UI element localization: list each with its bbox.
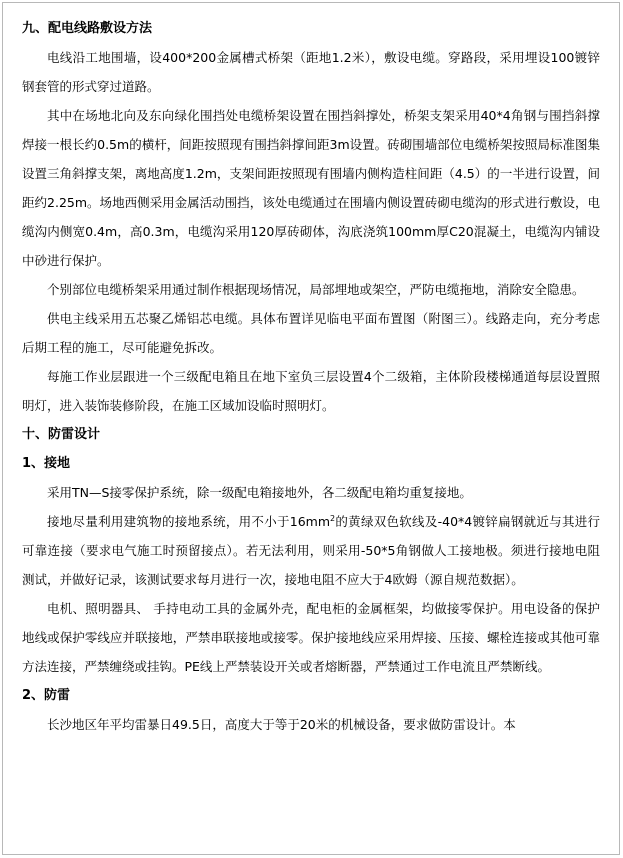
document-body — [22, 14, 600, 739]
grounding-paragraph-2-part-a: 接地尽量利用建筑物的接地系统，用不小于16mm — [47, 514, 331, 529]
grounding-paragraph-2-part-b: 的黄绿双色软线及-40*4镀锌扁钢就近与其进行可靠连接（要求电气施工时预留接点）。若无法利用，则采用-50*5角钢做人工接地极。须进行接地电阻测试，并做好记录，该测试要求每月进行一次，接地电阻不应大于4欧姆（源自规范数据）。 — [22, 514, 601, 587]
section-9-paragraph-3: 个别部位电缆桥架采用通过制作根据现场情况，局部埋地或架空，严防电缆拖地，消除安全隐患。 — [47, 282, 585, 297]
section-9-paragraph-5: 每施工作业层跟进一个三级配电箱且在地下室负三层设置4个二级箱，主体阶段楼梯通道每层设置照明灯，进入装饰装修阶段，在施工区域加设临时照明灯。 — [22, 369, 600, 413]
section-9-paragraph-2: 其中在场地北向及东向绿化围挡处电缆桥架设置在围挡斜撑处，桥架支架采用40*4角钢与围挡斜撑焊接一根长约0.5m的横杆，间距按照现有围挡斜撑间距3m设置。砖砌围墙部位电缆桥架按照局标准图集设置三角斜撑支架，离地高度1.2m，支架间距按照现有围墙内侧构造柱间距（4.5）的一半进行设置，间距约2.25m。场地西侧采用金属活动围挡，该处电缆通过在围墙内侧设置砖砌电缆沟的形式进行敷设，电缆沟内侧宽0.4m，高0.3m，电缆沟采用120厚砖砌体，沟底浇筑100mm厚C20混凝土，电缆沟内铺设中砂进行保护。 — [22, 108, 600, 268]
grounding-paragraph-2 — [22, 507, 600, 594]
grounding-subheading: 1、接地 — [22, 456, 71, 471]
section-9-paragraph-4: 供电主线采用五芯聚乙烯铝芯电缆。具体布置详见临电平面布置图（附图三）。线路走向，充分考虑后期工程的施工，尽可能避免拆改。 — [22, 311, 600, 355]
grounding-paragraph-3: 电机、照明器具、 手持电动工具的金属外壳，配电柜的金属框架，均做接零保护。用电设备的保护地线或保护零线应并联接地，严禁串联接地或接零。保护接地线应采用焊接、压接、螺栓连接或其他可靠方法连接，严禁缠绕或挂钩。PE线上严禁装设开关或者熔断器，严禁通过工作电流且严禁断线。 — [22, 601, 600, 674]
lightning-subheading: 2、防雷 — [22, 688, 71, 703]
lightning-paragraph-1: 长沙地区年平均雷暴日49.5日，高度大于等于20米的机械设备，要求做防雷设计。本 — [47, 717, 516, 732]
grounding-paragraph-1: 采用TN—S接零保护系统，除一级配电箱接地外，各二级配电箱均重复接地。 — [47, 485, 472, 500]
section-9-paragraph-1: 电线沿工地围墙，设400*200金属槽式桥架（距地1.2米），敷设电缆。穿路段，采用埋设100镀锌钢套管的形式穿过道路。 — [22, 50, 600, 94]
squared-superscript: 2 — [330, 513, 336, 523]
section-10-heading: 十、防雷设计 — [22, 427, 101, 442]
section-9-heading: 九、配电线路敷设方法 — [22, 21, 153, 36]
